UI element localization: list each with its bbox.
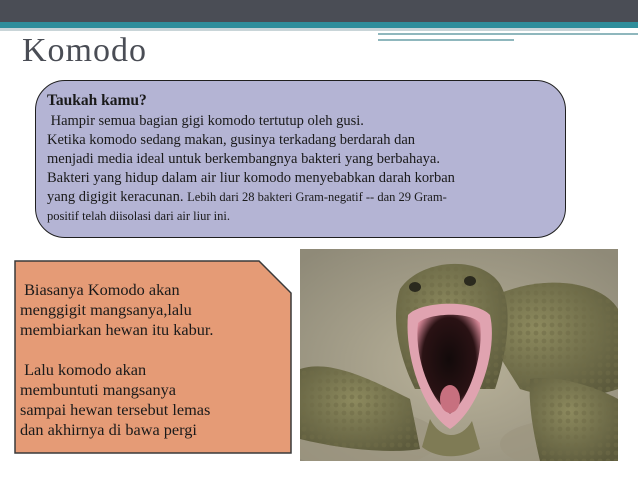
callout-line: dan akhirnya di bawa pergi <box>20 420 197 439</box>
slide-title: Komodo <box>22 32 147 69</box>
callout-text <box>20 280 288 440</box>
callout-line: sampai hewan tersebut lemas <box>20 400 211 419</box>
komodo-illustration <box>300 249 618 461</box>
info-heading: Taukah kamu? <box>47 92 147 109</box>
info-line: Bakteri yang hidup dalam air liur komodo menyebabkan darah korban <box>47 170 455 186</box>
komodo-photo <box>300 249 618 461</box>
callout-line: Biasanya Komodo akan <box>20 280 180 299</box>
info-line-small-text: Lebih dari 28 bakteri Gram-negatif -- dan 29 Gram- <box>187 190 447 204</box>
info-line: positif telah diisolasi dari air liur ini. <box>47 209 230 223</box>
info-line: Hampir semua bagian gigi komodo tertutup oleh gusi. <box>47 113 364 129</box>
info-line-text: yang digigit keracunan. <box>47 189 188 205</box>
callout-line: membuntuti mangsanya <box>20 380 176 399</box>
accent-line <box>378 33 638 35</box>
callout-box <box>14 260 292 454</box>
top-bar <box>0 0 638 22</box>
accent-line-short <box>378 39 514 41</box>
info-box <box>35 80 566 238</box>
callout-line: Lalu komodo akan <box>20 360 147 379</box>
callout-line: membiarkan hewan itu kabur. <box>20 320 214 339</box>
info-line: menjadi media ideal untuk berkembangnya bakteri yang berbahaya. <box>47 151 440 167</box>
callout-line: menggigit mangsanya,lalu <box>20 300 192 319</box>
top-divider-line <box>0 28 600 31</box>
info-line <box>47 188 551 207</box>
info-line: Ketika komodo sedang makan, gusinya terkadang berdarah dan <box>47 132 416 148</box>
